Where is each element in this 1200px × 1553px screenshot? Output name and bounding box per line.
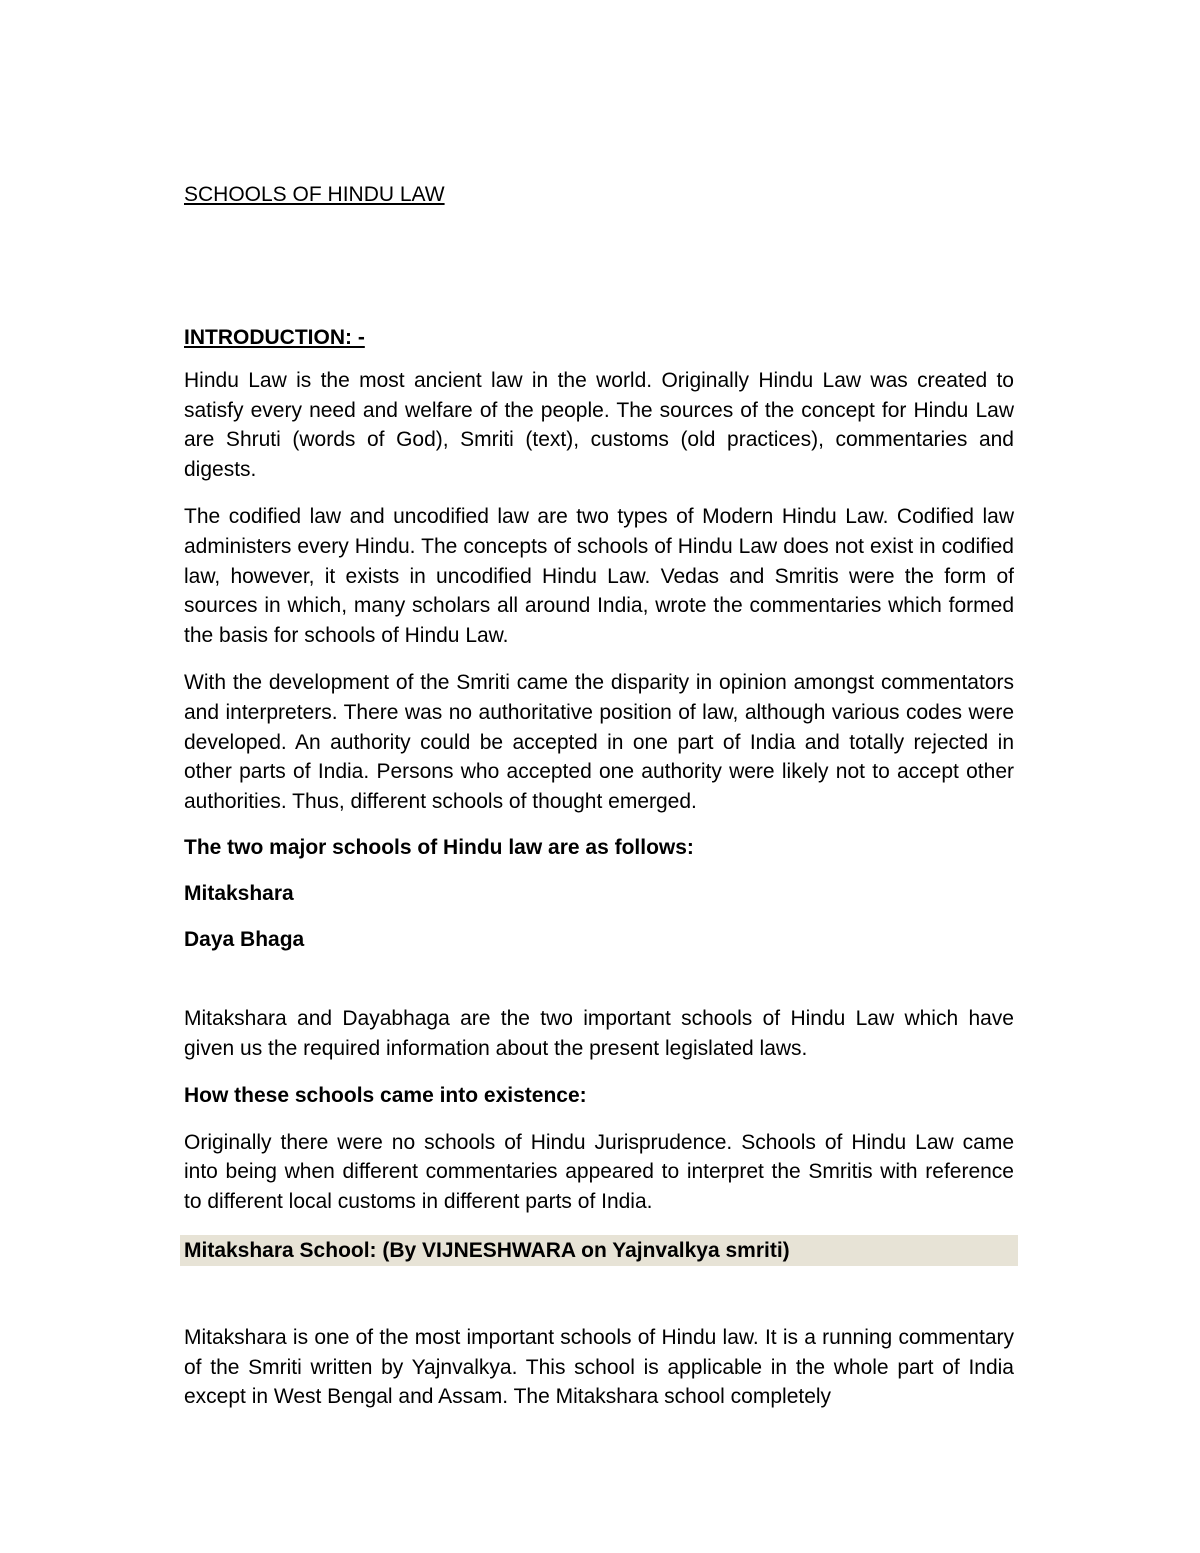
paragraph-existence: Originally there were no schools of Hindu Jurisprudence. Schools of Hindu Law came into being when different commentaries appeared to interpret the Smritis with reference to different local customs in different parts of India. (184, 1130, 1014, 1213)
paragraph-schools-summary: Mitakshara and Dayabhaga are the two important schools of Hindu Law which have given us the required information about the present legislated laws. (184, 1007, 1014, 1060)
mitakshara-school-heading: Mitakshara School: (By VIJNESHWARA on Yajnvalkya smriti) (180, 1235, 1018, 1266)
introduction-heading: INTRODUCTION: - (184, 326, 365, 349)
major-schools-heading: The two major schools of Hindu law are as follows: (184, 836, 694, 860)
paragraph-intro-1: Hindu Law is the most ancient law in the world. Originally Hindu Law was created to satisfy every need and welfare of the people. The sources of the concept for Hindu Law are Shruti (words of God), Smriti (text), customs (old practices), commentaries and digests. (184, 369, 1014, 481)
school-item-mitakshara: Mitakshara (184, 882, 294, 906)
existence-heading: How these schools came into existence: (184, 1083, 587, 1107)
paragraph-intro-3: With the development of the Smriti came the disparity in opinion amongst commentators and interpreters. There was no authoritative position of law, although various codes were developed. An authority could be accepted in one part of India and totally rejected in other parts of India. Persons who accepted one authority were likely not to accept other authorities. Thus, different schools of thought emerged. (184, 671, 1014, 813)
paragraph-intro-2: The codified law and uncodified law are two types of Modern Hindu Law. Codified law administers every Hindu. The concepts of schools of Hindu Law does not exist in codified law, however, it exists in uncodified Hindu Law. Vedas and Smritis were the form of sources in which, many scholars all around India, wrote the commentaries which formed the basis for schools of Hindu Law. (184, 505, 1014, 647)
school-item-daya-bhaga: Daya Bhaga (184, 928, 305, 952)
document-title: SCHOOLS OF HINDU LAW (184, 183, 445, 206)
document-body (184, 181, 1014, 1412)
paragraph-mitakshara: Mitakshara is one of the most important schools of Hindu law. It is a running commentary of the Smriti written by Yajnvalkya. This school is applicable in the whole part of India except in West Bengal and Assam. The Mitakshara school completely (184, 1326, 1014, 1409)
